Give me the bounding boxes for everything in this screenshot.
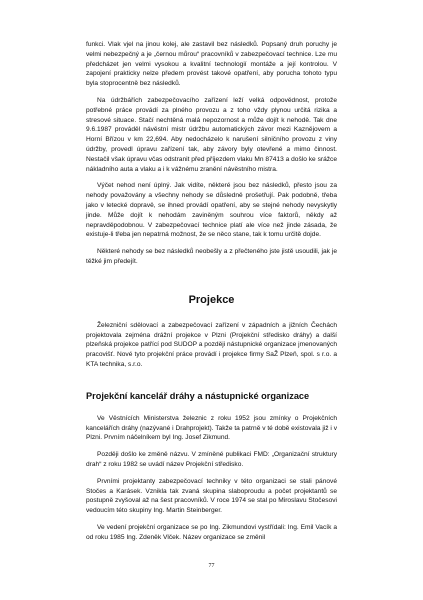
- section-heading-projekcni-kancelar: Projekční kancelář dráhy a nástupnické organizace: [86, 390, 310, 401]
- paragraph-consequences: Některé nehody se bez následků neobešly a z přečteného jste jistě usoudili, jak je těžké jim předejít.: [86, 248, 337, 265]
- paragraph-accident-list: Výčet nehod není úplný. Jak vidíte, některé jsou bez následků, přesto jsou za nehody považovány a všechny nehody se důsledně prošetřují. Pak podobně, třeba jako v letecké dopravě, se ihned provádí opatření, aby se stejné nehody nevyskytly jinde. Může dojít k nehodám zaviněným souhrou více faktorů, někdy až nepravděpodobnou. V zabezpečovací technice platí ale více než jinde zásada, že existuje-li třeba jen nepatrná možnost, že se něco stane, tak k tomu určitě dojde.: [86, 182, 337, 239]
- paragraph-first-designers: Prvními projektanty zabezpečovací techniky v této organizaci se stali pánové Stočes a Karásek. Vznikla tak zvaná skupina slaboproudu a počet projektantů se postupně zvyšoval až na šest pracovníků. V roce 1974 se stal po Miroslavu Stočesovi vedoucím této skupiny Ing. Martin Steinberger.: [86, 477, 337, 515]
- section-heading-projekce: Projekce: [188, 293, 235, 306]
- paragraph-derailment-end: funkci. Vlak vjel na jinou kolej, ale zastavil bez následků. Popsaný druh poruchy je velmi nebezpečný a je „černou můrou“ pracovníků v zabezpečovací technice. Lze mu předcházet jen velmi vysokou a kvalitní technologií montáže a její kontrolou. V zapojení prakticky nelze předem provést takové opatření, aby porucha tohoto typu byla stoprocentně bez následků.: [86, 41, 337, 88]
- paragraph-projekce-intro: Železniční sdělovací a zabezpečovací zařízení v západních a jižních Čechách projektovala zejména drážní projekce v Plzni (Projekční středisko dráhy) a další plzeňská projekce patřící pod SUDOP a později nástupnické organizace jmenovaných pracovišť. Nové tyto projekční práce provádí i projekce firmy SaŽ Plzeň, spol. s r.o. a KTA technika, s.r.o.: [86, 321, 337, 368]
- page-number: 77: [208, 563, 215, 569]
- paragraph-management: Ve vedení projekční organizace se po Ing. Zikmundovi vystřídali: Ing. Emil Vacík a od roku 1985 Ing. Zdeněk Vlček. Název organizace se změnil: [86, 523, 337, 541]
- paragraph-name-change: Později došlo ke změně názvu. V zmíněné publikaci FMD: „Organizační struktury drah“ z roku 1982 se uvádí název Projekční středisko.: [86, 451, 337, 468]
- paragraph-vestniky: Ve Věstnících Ministerstva železnic z roku 1952 jsou zmínky o Projekčních kancelářích dráhy (nazývané i Drahprojekt). Takže ta patrně v té době existovala již i v Plzni. Prvním náčelníkem byl Ing. Josef Zikmund.: [86, 414, 337, 442]
- paragraph-maintenance-responsibility: Na údržbářích zabezpečovacího zařízení leží velká odpovědnost, protože potřebné práce provádí za plného provozu a z toho vždy plynou určitá rizika a stresové situace. Stačí nechtěná malá nepozornost a může dojít k nehodě. Tak dne 9.6.1987 prováděl návěstní mistr údržbu automatických závor mezi Kaznějovem a Horní Břízou v km 22,694. Aby nedocházelo k narušení silničního provozu z viny údržby, provedl úpravu zařízení tak, aby závory byly otevřené a mimo činnost. Nestačil však úpravu včas odstranit před příjezdem vlaku Mn 87413 a došlo ke srážce nákladního auta a vlaku a i k vážnému zranění návěstního mistra.: [86, 96, 337, 173]
